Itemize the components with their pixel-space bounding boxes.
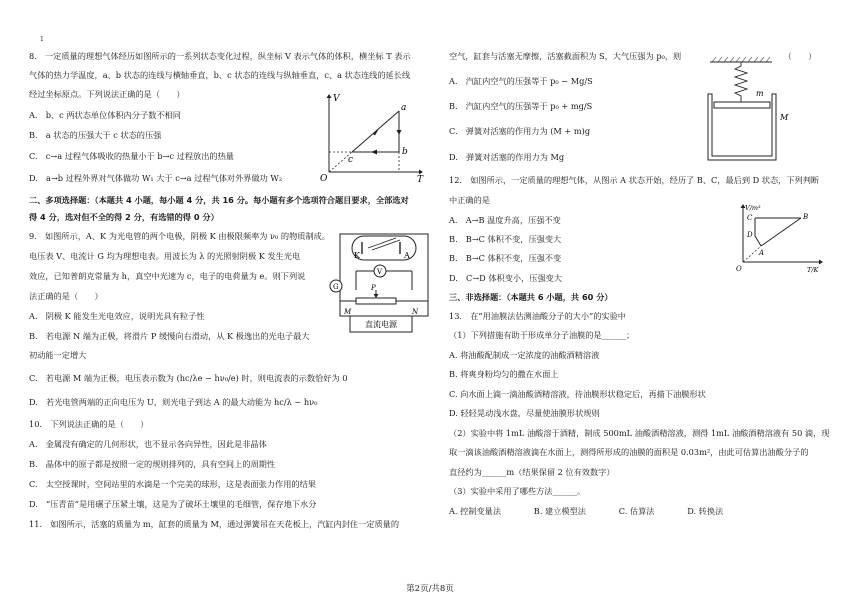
q11-stem-line2: 空气，缸套与活塞无摩擦，活塞截面积为 S，大气压强为 p₀，则 （ ） bbox=[449, 51, 817, 61]
q8-point-c-label: c bbox=[348, 155, 354, 165]
q9-stem-line2: 电压表 V、电流计 G 均为理想电表。用波长为 λ 的光照射阴极 K 发生光电 bbox=[29, 251, 301, 261]
q8-vt-graph bbox=[315, 92, 425, 182]
q9-option-b-line2: 初动能一定增大 bbox=[29, 350, 87, 360]
q12-stem-line1: 12. 如图所示，一定质量的理想气体，从图示 A 状态开始，经历了 B、C，最后到 D 状态，下列判断 bbox=[449, 175, 820, 185]
q13-part3: （3）实验中采用了哪些方法______。 bbox=[449, 486, 586, 496]
q11-stem-line1: 11. 如图所示，活塞的质量为 m，缸套的质量为 M，通过弹簧吊在天花板上，汽缸内封住一定质量的 bbox=[29, 519, 400, 529]
q11-option-c: C. 弹簧对活塞的作用力为 (M + m)g bbox=[449, 126, 591, 136]
q8-origin-label: O bbox=[320, 174, 328, 182]
q12-point-d-label: D bbox=[747, 231, 753, 239]
q8-stem-line3: 经过坐标原点。下列说法正确的是（ ） bbox=[29, 89, 185, 99]
q11-cylinder-diagram bbox=[700, 56, 804, 168]
q12-option-b: B. B→C 体积不变，压强变大 bbox=[449, 234, 562, 244]
q10-option-a: A. 金属没有确定的几何形状，也不显示各向异性，因此是非晶体 bbox=[29, 439, 267, 449]
q8-option-d: D. a→b 过程外界对气体做功 W₁ 大于 c→a 过程气体对外界做功 W₂ bbox=[29, 173, 283, 183]
q9-stem-line4: 法正确的是（ ） bbox=[29, 291, 103, 301]
q9-voltmeter-label: V bbox=[377, 268, 383, 276]
q8-option-b: B. a 状态的压强大于 c 状态的压强 bbox=[29, 130, 162, 140]
q8-option-c: C. c→a 过程气体吸收的热量小于 b→c 过程放出的热量 bbox=[29, 151, 234, 161]
q12-point-b-label: B bbox=[803, 213, 809, 221]
q10-option-b: B. 晶体中的原子都是按照一定的规则排列的，具有空间上的周期性 bbox=[29, 459, 276, 469]
q9-stem-line3: 效应，已知普朗克常量为 h，真空中光速为 c，电子的电荷量为 e。则下列说 bbox=[29, 271, 306, 281]
q9-circuit-diagram bbox=[326, 228, 436, 340]
q11-option-b: B. 汽缸内空气的压强等于 p₀ + mg/S bbox=[449, 101, 593, 111]
q13-part3-options: A. 控制变量法 B. 建立模型法 C. 估算法 D. 转换法 bbox=[449, 506, 724, 516]
q11-sleeve-mass-label: M bbox=[780, 113, 789, 122]
q13-part1-option-a: A. 将油酸配制成一定浓度的油酸酒精溶液 bbox=[449, 350, 600, 360]
q12-axis-v-label: V/m³ bbox=[745, 204, 761, 212]
q8-point-a-label: a bbox=[401, 103, 407, 113]
q9-option-d: D. 若光电管两端的正向电压为 U，则光电子到达 A 的最大动能为 hc/λ − hν₀ bbox=[29, 397, 318, 407]
section2-heading-line1: 二、多项选择题：（本题共 4 小题，每小题 4 分，共 16 分。每小题有多个选项符合题目要求，全部选对 bbox=[29, 195, 409, 205]
q13-part2-line3: 直径约为______m（结果保留 2 位有效数字） bbox=[449, 467, 615, 477]
q9-option-a: A. 阴极 K 能发生光电效应，说明光具有粒子性 bbox=[29, 311, 205, 321]
q13-part1-option-c: C. 向水面上滴一滴油酸酒精溶液，待油膜形状稳定后，再描下油膜形状 bbox=[449, 389, 706, 399]
q13-part1-option-d: D. 轻轻晃动浅水盘，尽量使油膜形状规则 bbox=[449, 408, 600, 418]
q9-stem-line1: 9. 如图所示，A、K 为光电管的两个电极，阴极 K 由极限频率为 ν₀ 的物质制成。 bbox=[29, 231, 331, 241]
q12-option-c: B. B→C 体积不变，压强不变 bbox=[449, 253, 562, 263]
q12-vt-graph bbox=[735, 204, 825, 274]
page-footer: 第2页/共8页 bbox=[406, 584, 454, 594]
q12-axis-t-label: T/K bbox=[807, 266, 819, 274]
q8-axis-v-label: V bbox=[333, 94, 340, 104]
q9-slider-p-label: P bbox=[371, 284, 376, 292]
q9-dc-source-label: 直流电源 bbox=[365, 320, 397, 329]
q10-option-c: C. 太空授课时，空间站里的水滴是一个完美的球形，这是表面张力作用的结果 bbox=[29, 479, 316, 489]
q12-point-c-label: C bbox=[747, 214, 753, 222]
q12-stem-line2: 中正确的是 bbox=[449, 195, 490, 205]
q10-option-d: D. “压青苗”是用碾子压紧土壤，这是为了破坏土壤里的毛细管，保存地下水分 bbox=[29, 499, 317, 509]
q8-axis-t-label: T bbox=[417, 175, 424, 182]
q11-piston bbox=[714, 102, 770, 108]
q9-electrode-k-label: K bbox=[354, 251, 360, 260]
q8-stem-line1: 8. 一定质量的理想气体经历如图所示的一系列状态变化过程，纵坐标 V 表示气体的体积，横坐标 T 表示 bbox=[29, 51, 411, 61]
q8-stem-line2: 气体的热力学温度，a、b 状态的连线与横轴垂直，b、c 状态的连线与纵轴垂直，c、a 状态连线的延长线 bbox=[29, 70, 411, 80]
q10-stem: 10. 下列说法正确的是（ ） bbox=[29, 419, 149, 429]
q12-option-d: D. C→D 体积变小，压强变大 bbox=[449, 273, 563, 283]
q11-spring bbox=[735, 62, 747, 102]
q13-part1-option-b: B. 将爽身粉均匀的撒在水面上 bbox=[449, 369, 559, 379]
q11-option-d: D. 弹簧对活塞的作用力为 Mg bbox=[449, 152, 565, 162]
q13-part2-line2: 取一滴该油酸酒精溶液滴在水面上，测得所形成的油膜的面积是 0.03m²，由此可估算出油酸分子的 bbox=[449, 447, 809, 457]
q9-terminal-n-label: N bbox=[412, 308, 419, 316]
q12-origin-label: O bbox=[736, 265, 742, 273]
section3-heading: 三、非选择题：（本题共 6 小题，共 60 分） bbox=[449, 292, 613, 302]
q9-galvanometer-label: G bbox=[333, 283, 339, 291]
q9-option-b-line1: B. 若电源 N 端为正极，将滑片 P 缓慢向右滑动，从 K 极逸出的光电子最大 bbox=[29, 331, 310, 341]
corner-mark: 1 bbox=[40, 36, 44, 43]
q8-point-b-label: b bbox=[402, 147, 408, 157]
q9-rheostat bbox=[356, 298, 396, 304]
section2-heading-line2: 得 4 分，选对但不全的得 2 分，有选错的得 0 分） bbox=[29, 212, 219, 222]
q11-option-a: A. 汽缸内空气的压强等于 p₀ − Mg/S bbox=[449, 76, 593, 86]
q9-option-c: C. 若电源 M 端为正极，电压表示数为 (hc/λe − hν₀/e) 时，则电流表的示数恰好为 0 bbox=[29, 373, 348, 383]
q13-stem: 13. 在“用油膜法估测油酸分子的大小”的实验中 bbox=[449, 311, 626, 321]
q11-piston-mass-label: m bbox=[756, 89, 764, 98]
q13-part1: （1）下列措施有助于形成单分子油膜的是______； bbox=[449, 330, 635, 340]
q8-option-a: A. b、c 两状态单位体积内分子数不相同 bbox=[29, 110, 181, 120]
q9-terminal-m-label: M bbox=[344, 308, 352, 316]
q9-electrode-a-label: A bbox=[404, 251, 410, 260]
q13-part2-line1: （2）实验中将 1mL 油酸溶于酒精，制成 500mL 油酸酒精溶液，测得 1mL 油酸酒精溶液有 50 滴，现 bbox=[449, 428, 830, 438]
q12-point-a-label: A bbox=[759, 249, 765, 257]
q12-option-a: A. A→B 温度升高，压强不变 bbox=[449, 215, 561, 225]
